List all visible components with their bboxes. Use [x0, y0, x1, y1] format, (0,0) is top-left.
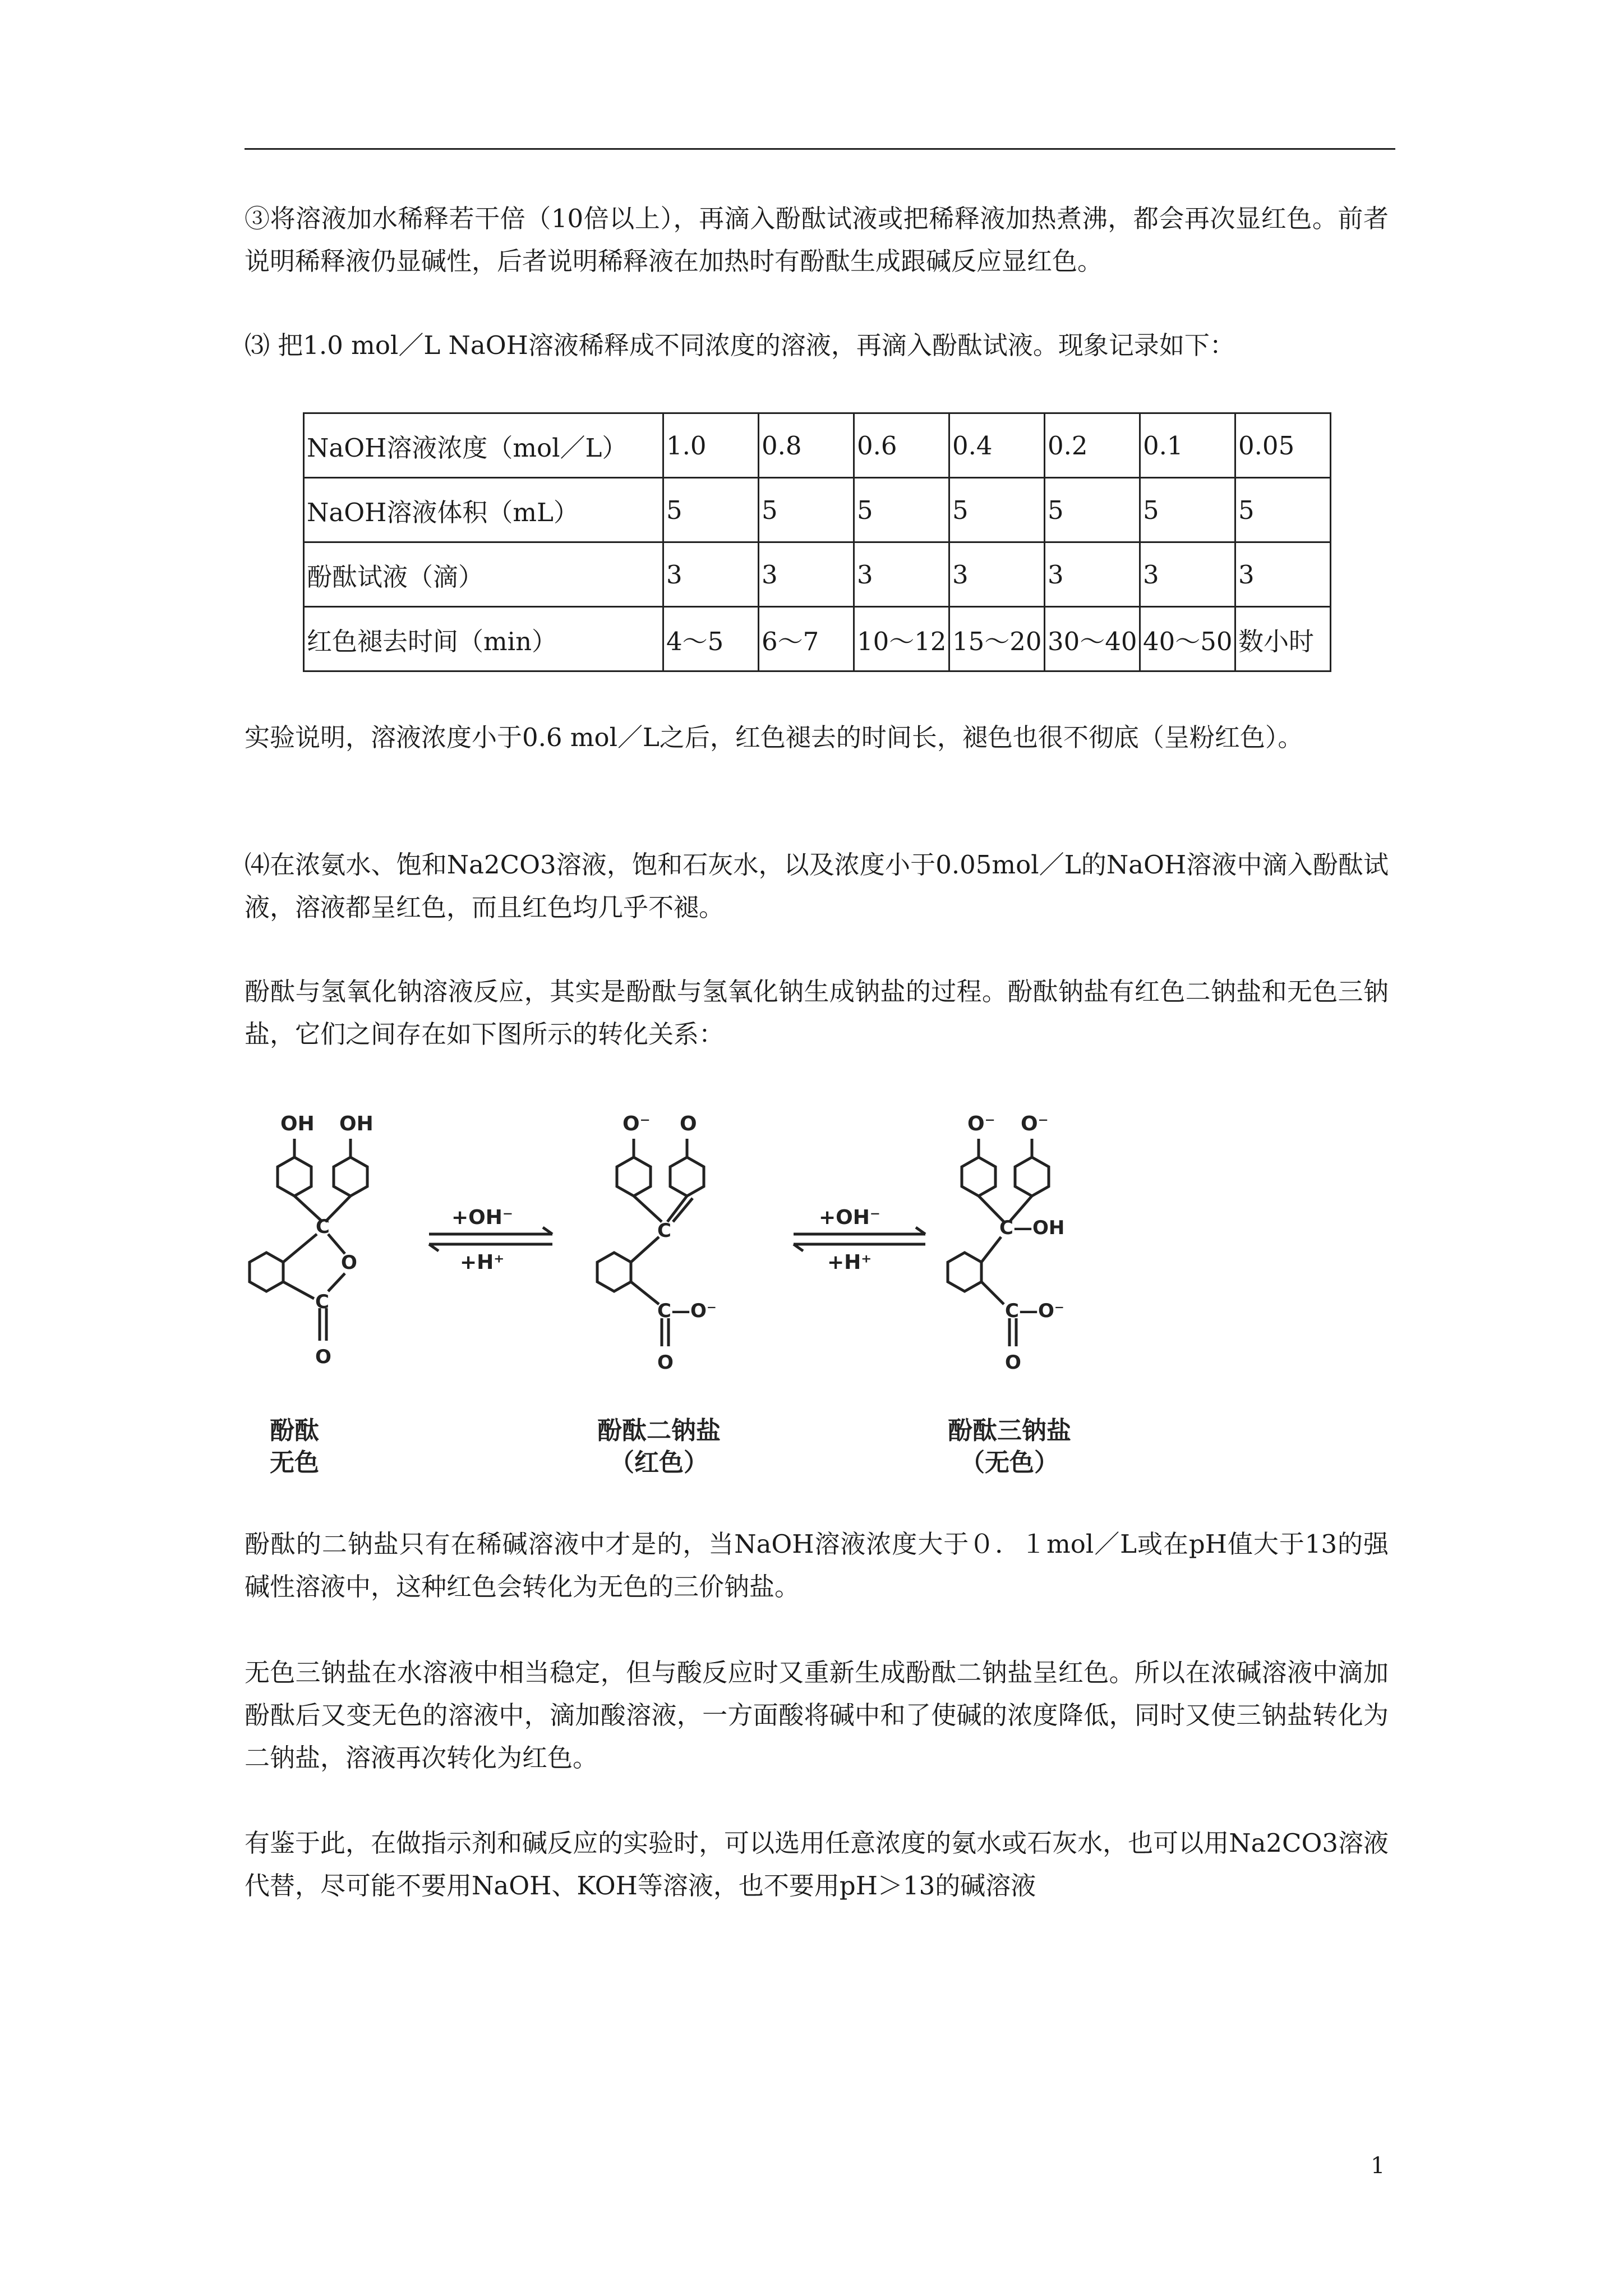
table-cell: 4～5 [663, 607, 759, 671]
table-cell: 3 [854, 542, 949, 607]
table-cell: 0.8 [759, 413, 854, 478]
phenolphthalein-conversion-diagram [236, 1094, 1144, 1498]
table-cell: 5 [1045, 478, 1140, 542]
row-label: 酚酞试液（滴） [304, 542, 663, 607]
paragraph-trisodium-stability: 无色三钠盐在水溶液中相当稳定，但与酸反应时又重新生成酚酞二钠盐呈红色。所以在浓碱溶液中滴加酚酞后又变无色的溶液中，滴加酸溶液，一方面酸将碱中和了使碱的浓度降低，同时又使三钠盐转化为二钠盐，溶液再次转化为红色。 [245, 1658, 1389, 1773]
table-cell: 0.2 [1045, 413, 1140, 478]
m3-oxygen-bottom: O [1005, 1351, 1021, 1374]
m3-o-right: O⁻ [1021, 1112, 1049, 1135]
table-cell: 5 [1235, 478, 1331, 542]
paragraph-experiment-conclusion: 实验说明，溶液浓度小于0.6 mol／L之后，红色褪去的时间长，褪色也很不彻底（呈粉红色）。 [245, 723, 1303, 752]
arrow2-bottom-label: +H⁺ [827, 1251, 872, 1274]
arrow1-bottom-label: +H⁺ [460, 1251, 505, 1274]
m1-ring-oxygen: O [341, 1251, 357, 1274]
m2-carbon: C [657, 1220, 671, 1242]
m2-o-right: O [680, 1112, 697, 1135]
table-cell: 0.6 [854, 413, 949, 478]
table-cell: 15～20 [949, 607, 1045, 671]
m3-carbon-hydroxyl: C—OH [999, 1217, 1065, 1239]
table-cell: 5 [949, 478, 1045, 542]
table-cell: 3 [1235, 542, 1331, 607]
caption-disodium-salt-color: （红色） [610, 1448, 708, 1477]
m2-o-left: O⁻ [623, 1112, 651, 1135]
table-cell: 3 [663, 542, 759, 607]
header-rule [245, 148, 1395, 150]
table-cell: 5 [663, 478, 759, 542]
m2-oxygen-bottom: O [657, 1351, 674, 1374]
caption-phenolphthalein: 酚酞 [270, 1416, 319, 1445]
m1-oxygen-bottom: O [315, 1346, 331, 1368]
caption-trisodium-salt: 酚酞三钠盐 [948, 1416, 1071, 1445]
m3-carboxylate: C—O⁻ [1005, 1300, 1064, 1322]
page-number: 1 [1371, 2153, 1385, 2179]
row-label: 红色褪去时间（min） [304, 607, 663, 671]
table-cell: 0.1 [1140, 413, 1235, 478]
table-row [304, 542, 1331, 607]
table-row [304, 413, 1331, 478]
table-row [304, 607, 1331, 671]
table-cell: 3 [1140, 542, 1235, 607]
paragraph-sodium-salts: 酚酞与氢氧化钠溶液反应，其实是酚酞与氢氧化钠生成钠盐的过程。酚酞钠盐有红色二钠盐和无色三钠盐，它们之间存在如下图所示的转化关系： [245, 977, 1389, 1049]
table-cell: 10～12 [854, 607, 949, 671]
table-cell: 3 [1045, 542, 1140, 607]
paragraph-disodium-conditions: 酚酞的二钠盐只有在稀碱溶液中才是的，当NaOH溶液浓度大于０．１mol／L或在pH值大于13的强碱性溶液中，这种红色会转化为无色的三价钠盐。 [245, 1529, 1389, 1602]
paragraph-dilution: ③将溶液加水稀释若干倍（10倍以上），再滴入酚酞试液或把稀释液加热煮沸，都会再次显红色。前者说明稀释液仍显碱性，后者说明稀释液在加热时有酚酞生成跟碱反应显红色。 [245, 204, 1389, 276]
paragraph-experiment-intro: ⑶ 把1.0 mol／L NaOH溶液稀释成不同浓度的溶液，再滴入酚酞试液。现象记录如下： [245, 330, 1235, 360]
table-cell: 数小时 [1235, 607, 1331, 671]
table-cell: 3 [949, 542, 1045, 607]
m1-carbon-2: C [315, 1291, 329, 1313]
paragraph-recommendation: 有鉴于此，在做指示剂和碱反应的实验时，可以选用任意浓度的氨水或石灰水，也可以用Na2CO3溶液代替，尽可能不要用NaOH、KOH等溶液，也不要用pH＞13的碱溶液 [245, 1828, 1389, 1901]
table-cell: 6～7 [759, 607, 854, 671]
table-cell: 1.0 [663, 413, 759, 478]
m1-carbon: C [316, 1216, 330, 1238]
table-cell: 5 [759, 478, 854, 542]
arrow2-top-label: +OH⁻ [819, 1206, 880, 1229]
table-cell: 3 [759, 542, 854, 607]
row-label: NaOH溶液体积（mL） [304, 478, 663, 542]
results-table [303, 412, 1331, 672]
m1-oh-left: OH [280, 1112, 315, 1135]
table-cell: 5 [1140, 478, 1235, 542]
m2-carboxylate: C—O⁻ [657, 1300, 717, 1322]
table-cell: 0.4 [949, 413, 1045, 478]
caption-phenolphthalein-color: 无色 [270, 1448, 319, 1477]
table-cell: 5 [854, 478, 949, 542]
table-cell: 40～50 [1140, 607, 1235, 671]
caption-disodium-salt: 酚酞二钠盐 [597, 1416, 721, 1445]
m1-oh-right: OH [339, 1112, 374, 1135]
m3-o-left: O⁻ [967, 1112, 995, 1135]
table-cell: 0.05 [1235, 413, 1331, 478]
table-cell: 30～40 [1045, 607, 1140, 671]
caption-trisodium-salt-color: （无色） [960, 1448, 1059, 1477]
paragraph-other-bases: ⑷在浓氨水、饱和Na2CO3溶液，饱和石灰水，以及浓度小于0.05mol／L的NaOH溶液中滴入酚酞试液，溶液都呈红色，而且红色均几乎不褪。 [245, 850, 1389, 922]
arrow1-top-label: +OH⁻ [451, 1206, 513, 1229]
row-label: NaOH溶液浓度（mol／L） [304, 413, 663, 478]
table-row [304, 478, 1331, 542]
